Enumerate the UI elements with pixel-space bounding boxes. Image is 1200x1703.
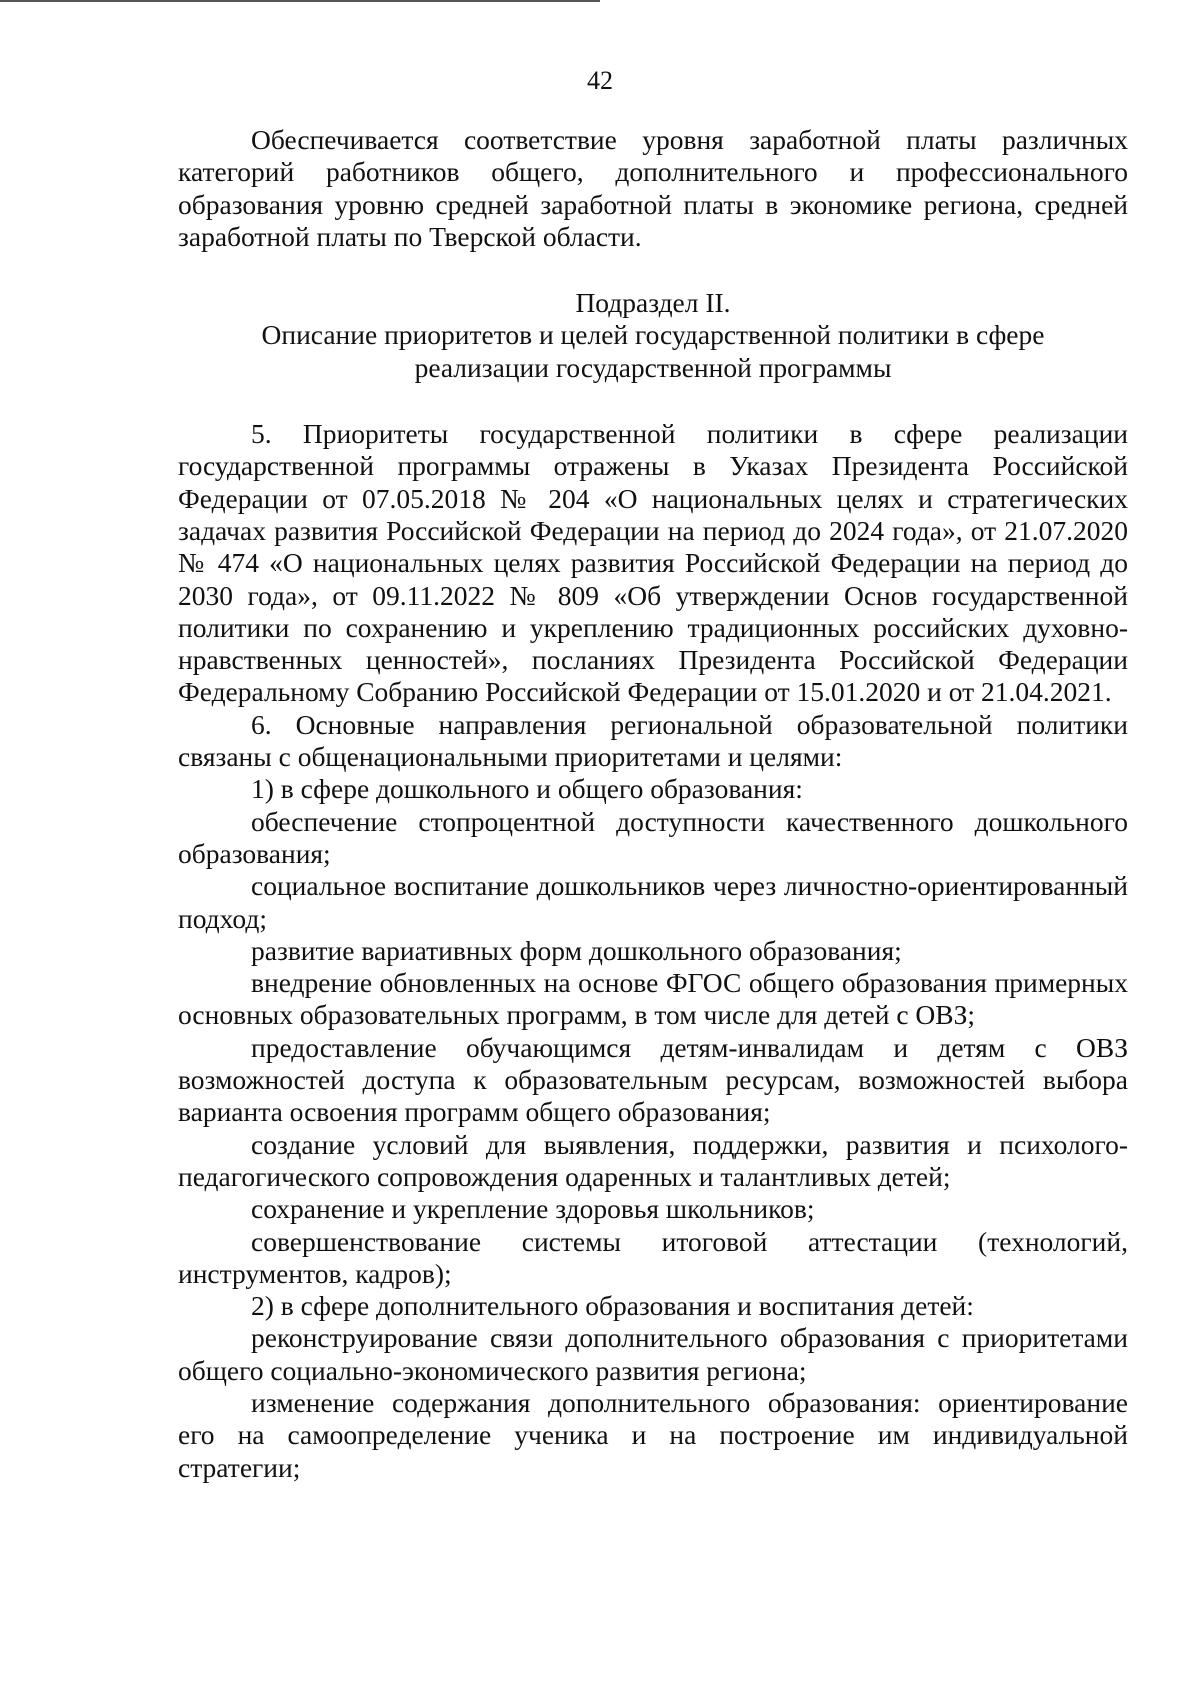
page-number: 42 — [587, 66, 613, 95]
document-body — [178, 124, 1128, 1484]
list-item: сохранение и укрепление здоровья школьников; — [251, 1193, 815, 1225]
section-title-line-2: реализации государственной программы — [414, 351, 892, 383]
list-item: обеспечение стопроцентной доступности качественного дошкольного образования; — [178, 805, 1128, 869]
section-heading — [178, 287, 1128, 384]
section-label: Подраздел II. — [575, 287, 731, 319]
intro-paragraph: Обеспечивается соответствие уровня заработной платы различных категорий работников общего, дополнительного и профессионального образования уровню средней заработной платы в экономике региона, средней заработной платы по Тверской области. — [178, 124, 1128, 252]
paragraph-6-directions: 6. Основные направления региональной образовательной политики связаны с общенациональными приоритетами и целями: — [178, 708, 1128, 773]
list-item: социальное воспитание дошкольников через личностно-ориентированный подход; — [178, 870, 1128, 934]
list-item: реконструирование связи дополнительного образования с приоритетами общего социально-экономического развития региона; — [178, 1322, 1128, 1386]
list-item: предоставление обучающимся детям-инвалидам и детям с ОВЗ возможностей доступа к образовательным ресурсам, возможностей выбора варианта освоения программ общего образования; — [178, 1031, 1128, 1128]
list-item: создание условий для выявления, поддержки, развития и психолого-педагогического сопровождения одаренных и талантливых детей; — [178, 1128, 1128, 1192]
list-item: внедрение обновленных на основе ФГОС общего образования примерных основных образовательных программ, в том числе для детей с ОВЗ; — [178, 967, 1128, 1031]
list-item: развитие вариативных форм дошкольного образования; — [251, 934, 902, 966]
section-title-line-1: Описание приоритетов и целей государственной политики в сфере — [261, 319, 1045, 351]
list-item: совершенствование системы итоговой аттестации (технологий, инструментов, кадров); — [178, 1225, 1128, 1289]
paragraph-5-priorities: 5. Приоритеты государственной политики в сфере реализации государственной программы отражены в Указах Президента Российской Федерации от 07.05.2018 № 204 «О национальных целях и стратегических задачах развития Российской Федерации на период до 2024 года», от 21.07.2020 № 474 «О национальных целях развития Российской Федерации на период до 2030 года», от 09.11.2022 № 809 «Об утверждении Основ государственной политики по сохранению и укреплению традиционных российских духовно-нравственных ценностей», посланиях Президента Российской Федерации Федеральному Собранию Российской Федерации от 15.01.2020 и от 21.04.2021. — [178, 418, 1128, 708]
list-heading-preschool-general: 1) в сфере дошкольного и общего образования: — [251, 773, 803, 805]
list-heading-additional-education: 2) в сфере дополнительного образования и воспитания детей: — [251, 1290, 974, 1322]
scan-top-edge-line — [0, 0, 600, 2]
list-item: изменение содержания дополнительного образования: ориентирование его на самоопределение ученика и на построение им индивидуальной стратегии; — [178, 1386, 1128, 1483]
